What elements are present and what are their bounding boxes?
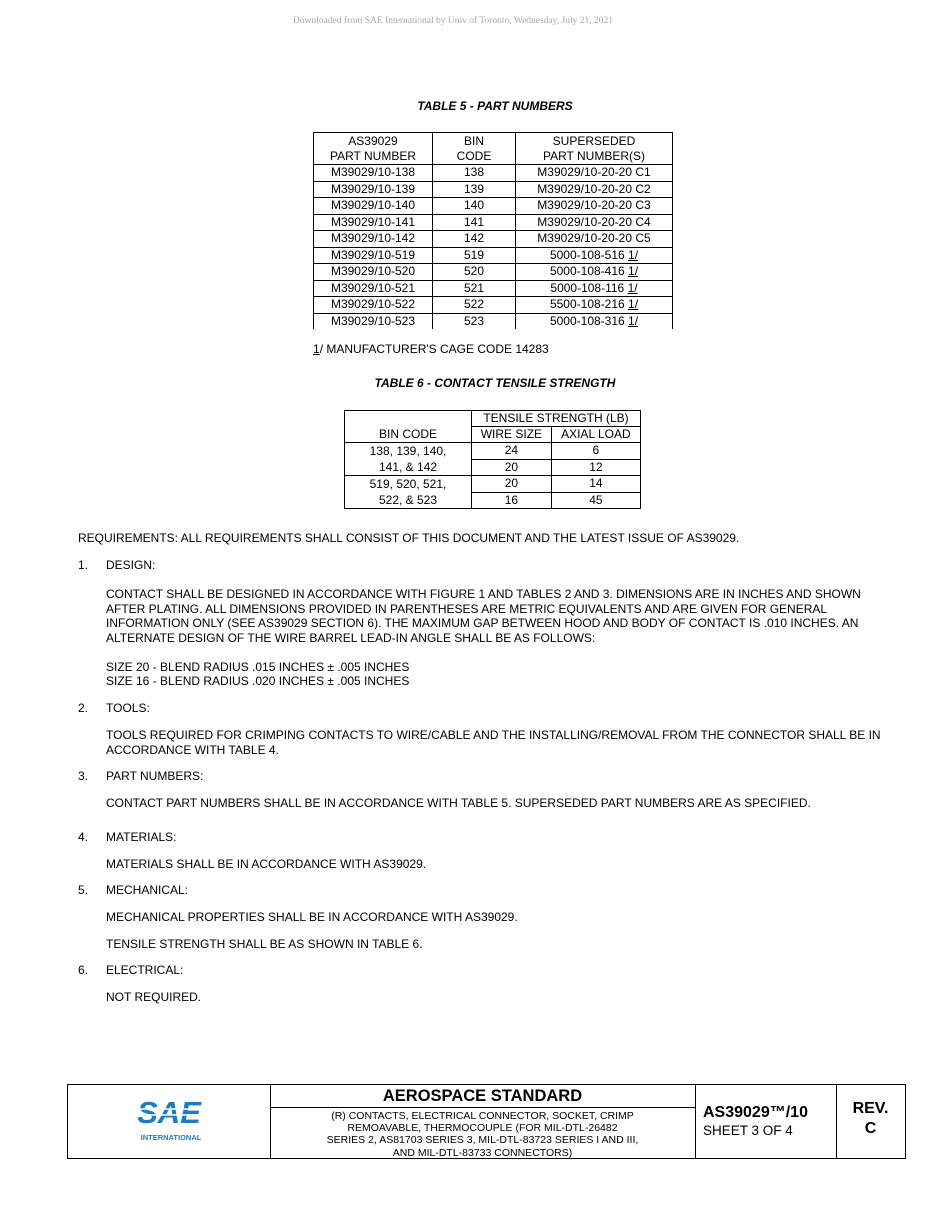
section-5-number: 5. — [78, 883, 89, 897]
table-cell: 140 — [433, 198, 516, 215]
table6-header-tensile: TENSILE STRENGTH (LB) — [472, 411, 641, 427]
table-cell: 5500-108-216 1/ — [516, 297, 673, 314]
table-row — [314, 264, 673, 281]
table-row — [314, 181, 673, 198]
sae-logo-subtext: INTERNATIONAL — [140, 1133, 202, 1142]
table5-header-superseded: SUPERSEDED PART NUMBER(S) — [516, 133, 673, 165]
section-3-number: 3. — [78, 769, 89, 783]
sae-logo-cell — [68, 1085, 271, 1158]
section-3-heading: PART NUMBERS: — [106, 769, 204, 783]
table-row — [314, 280, 673, 297]
table-cell: 521 — [433, 280, 516, 297]
table-cell: M39029/10-522 — [314, 297, 433, 314]
table-cell: 138, 139, 140, 141, & 142 — [345, 443, 472, 476]
table-cell: 519, 520, 521, 522, & 523 — [345, 476, 472, 509]
section-1-heading: DESIGN: — [106, 558, 156, 572]
table-cell: M39029/10-141 — [314, 214, 433, 231]
table6-header-bin: BIN CODE — [345, 411, 472, 443]
table-cell: 523 — [433, 313, 516, 329]
requirements-text: REQUIREMENTS: ALL REQUIREMENTS SHALL CONSIST OF THIS DOCUMENT AND THE LATEST ISSUE OF AS39029. — [78, 531, 740, 545]
table5-header-part: AS39029 PART NUMBER — [314, 133, 433, 165]
table-cell: 520 — [433, 264, 516, 281]
revision-cell — [836, 1085, 905, 1158]
table-cell: M39029/10-523 — [314, 313, 433, 329]
table-cell: 20 — [472, 459, 552, 476]
table6 — [344, 410, 641, 509]
table6-header-wire: WIRE SIZE — [472, 427, 552, 443]
table-cell: 24 — [472, 443, 552, 460]
section-1-size16: SIZE 16 - BLEND RADIUS .020 INCHES ± .005 INCHES — [106, 674, 410, 688]
document-description: (R) CONTACTS, ELECTRICAL CONNECTOR, SOCKET, CRIMP REMOAVABLE, THERMOCOUPLE (FOR MIL-DTL-26482 SERIES 2, AS81703 SERIES 3, MIL-DTL-83723 SERIES I AND III, AND MIL-DTL-83733 CONNECTORS) — [326, 1110, 639, 1159]
table6-header-axial: AXIAL LOAD — [551, 427, 640, 443]
table5 — [313, 132, 673, 329]
table-cell: M39029/10-139 — [314, 181, 433, 198]
section-4-heading: MATERIALS: — [106, 830, 177, 844]
section-5-paragraph: MECHANICAL PROPERTIES SHALL BE IN ACCORDANCE WITH AS39029. — [106, 910, 518, 924]
table-cell: 16 — [472, 492, 552, 509]
title-block — [67, 1084, 906, 1159]
table-row — [314, 297, 673, 314]
sae-logo — [68, 1085, 270, 1158]
table-cell: 138 — [433, 165, 516, 182]
table-cell: M39029/10-20-20 C5 — [516, 231, 673, 248]
revision-label: REV. — [852, 1100, 889, 1117]
table-cell: M39029/10-138 — [314, 165, 433, 182]
section-2-heading: TOOLS: — [106, 701, 150, 715]
table-cell: 141 — [433, 214, 516, 231]
table-cell: M39029/10-20-20 C1 — [516, 165, 673, 182]
revision-value: C — [864, 1120, 877, 1137]
table-cell: 6 — [551, 443, 640, 460]
section-5-paragraph-2: TENSILE STRENGTH SHALL BE AS SHOWN IN TABLE 6. — [106, 937, 423, 951]
table-cell: 14 — [551, 476, 640, 493]
download-note: Downloaded from SAE International by Univ of Toronto, Wednesday, July 21, 2021 — [292, 16, 614, 26]
table-cell: 12 — [551, 459, 640, 476]
table-cell: M39029/10-20-20 C3 — [516, 198, 673, 215]
table-cell: M39029/10-520 — [314, 264, 433, 281]
section-6-heading: ELECTRICAL: — [106, 963, 184, 977]
section-2-number: 2. — [78, 701, 89, 715]
table-cell: 519 — [433, 247, 516, 264]
table-cell: 5000-108-116 1/ — [516, 280, 673, 297]
table-row — [345, 443, 641, 460]
table-cell: M39029/10-142 — [314, 231, 433, 248]
table-row — [314, 313, 673, 329]
document-number-cell — [695, 1085, 837, 1158]
table-cell: 142 — [433, 231, 516, 248]
table5-title: TABLE 5 - PART NUMBERS — [417, 99, 573, 113]
section-1-size20: SIZE 20 - BLEND RADIUS .015 INCHES ± .005 INCHES — [106, 660, 410, 674]
table-row — [314, 247, 673, 264]
table-cell: 5000-108-416 1/ — [516, 264, 673, 281]
table-row — [345, 476, 641, 493]
table-cell: 5000-108-516 1/ — [516, 247, 673, 264]
table-row — [314, 231, 673, 248]
section-6-paragraph: NOT REQUIRED. — [106, 990, 202, 1004]
title-block-description — [270, 1085, 696, 1158]
table-cell: M39029/10-20-20 C2 — [516, 181, 673, 198]
table-cell: 139 — [433, 181, 516, 198]
table-cell: 5000-108-316 1/ — [516, 313, 673, 329]
table-cell: M39029/10-20-20 C4 — [516, 214, 673, 231]
standard-label: AEROSPACE STANDARD — [270, 1085, 695, 1108]
table-row — [314, 198, 673, 215]
section-6-number: 6. — [78, 963, 89, 977]
section-5-heading: MECHANICAL: — [106, 883, 189, 897]
sheet-number: SHEET 3 OF 4 — [703, 1123, 793, 1138]
table-cell: 20 — [472, 476, 552, 493]
section-1-paragraph: CONTACT SHALL BE DESIGNED IN ACCORDANCE WITH FIGURE 1 AND TABLES 2 AND 3. DIMENSIONS ARE IN INCHES AND SHOWN AFTER PLATING. ALL DIMENSIONS PROVIDED IN PARENTHESES ARE METRIC EQUIVALENTS AND ARE GIVEN FOR GENERAL INFORMATION ONLY (SEE AS39029 SECTION 6). THE MAXIMUM GAP BETWEEN HOOD AND BODY OF CONTACT IS .010 INCHES. AN ALTERNATE DESIGN OF THE WIRE BARREL LEAD-IN ANGLE SHALL BE AS FOLLOWS: — [106, 587, 861, 645]
sae-logo-text: SAE — [137, 1095, 201, 1130]
section-4-paragraph: MATERIALS SHALL BE IN ACCORDANCE WITH AS39029. — [106, 857, 427, 871]
table-cell: M39029/10-519 — [314, 247, 433, 264]
table-cell: M39029/10-521 — [314, 280, 433, 297]
document-number: AS39029™/10 — [703, 1104, 808, 1121]
table-row — [314, 214, 673, 231]
table-cell: M39029/10-140 — [314, 198, 433, 215]
table5-footnote: 1/ MANUFACTURER'S CAGE CODE 14283 — [313, 342, 549, 356]
table-row — [314, 165, 673, 182]
table6-title: TABLE 6 - CONTACT TENSILE STRENGTH — [374, 376, 616, 390]
section-4-number: 4. — [78, 830, 89, 844]
table-cell: 45 — [551, 492, 640, 509]
section-3-paragraph: CONTACT PART NUMBERS SHALL BE IN ACCORDANCE WITH TABLE 5. SUPERSEDED PART NUMBERS ARE AS SPECIFIED. — [106, 796, 811, 810]
section-1-number: 1. — [78, 558, 89, 572]
section-2-paragraph: TOOLS REQUIRED FOR CRIMPING CONTACTS TO WIRE/CABLE AND THE INSTALLING/REMOVAL FROM THE CONNECTOR SHALL BE IN ACCORDANCE WITH TABLE 4. — [106, 728, 881, 757]
table5-header-bin: BIN CODE — [433, 133, 516, 165]
table-cell: 522 — [433, 297, 516, 314]
